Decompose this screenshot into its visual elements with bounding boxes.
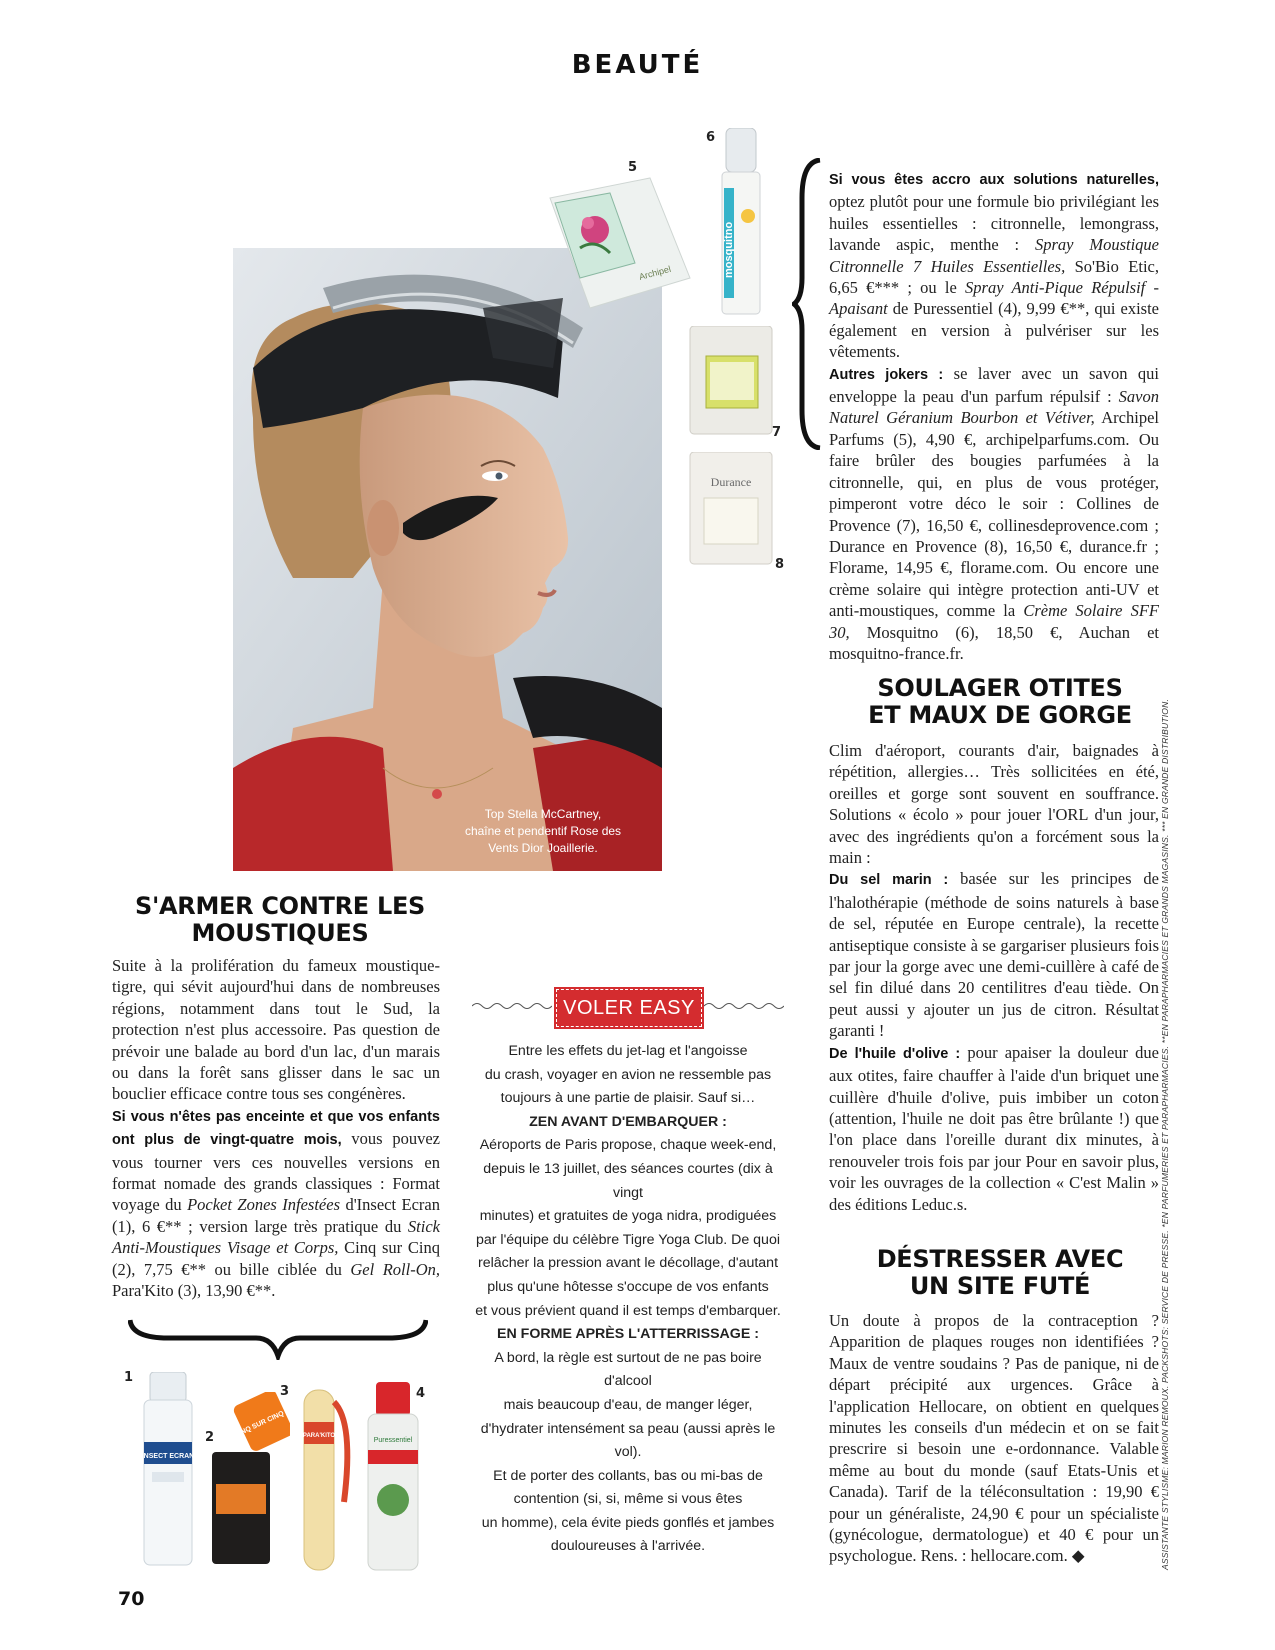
paragraph bbox=[829, 363, 1159, 665]
heading-otites bbox=[840, 675, 1160, 729]
text-run: de Puressentiel (4), 9,99 €**, qui existe également en version à pulvériser sur les vêtements. bbox=[829, 299, 1159, 362]
lead-text: Si vous n'êtes pas enceinte et que vos enfants ont plus de vingt-quatre mois, bbox=[112, 1108, 440, 1149]
lead-text: Autres jokers : bbox=[829, 366, 944, 383]
heading-moustiques bbox=[110, 893, 450, 947]
product-8-candle bbox=[686, 452, 776, 567]
soap-box-illustration bbox=[540, 168, 700, 318]
puressentiel-label: Puressentiel bbox=[373, 1437, 413, 1444]
product-number: 6 bbox=[706, 130, 716, 145]
article-moustiques bbox=[112, 955, 440, 1302]
text-run: pour apaiser la douleur due aux otites, faire chauffer à l'aide d'un briquet une cuillère d'huile d'olive, puis imbiber un coton (attention, l'huile ne doit pas être brûlante !) que l'on place dans l'oreille durant dix minutes, à renouveler trois fois par jour Pour en savoir plus, voir les ouvrages de la collection « C'est Malin » des éditions Leduc.s. bbox=[829, 1042, 1159, 1214]
end-mark: ◆ bbox=[1071, 1546, 1085, 1566]
product-number: 1 bbox=[124, 1370, 134, 1385]
voler-line: depuis le 13 juillet, des séances courtes (dix à vingt bbox=[483, 1160, 773, 1201]
candle-durance-illustration bbox=[686, 452, 776, 567]
lead-text: Du sel marin : bbox=[829, 872, 949, 889]
voler-line: A bord, la règle est surtout de ne pas boire d'alcool bbox=[494, 1349, 762, 1390]
product-name: Gel Roll-On, bbox=[350, 1259, 440, 1279]
puressentiel-spray-illustration bbox=[360, 1382, 426, 1572]
product-number: 4 bbox=[416, 1386, 426, 1401]
product-name: Crème Solaire SFF 30, bbox=[829, 601, 1159, 642]
article-destresser bbox=[829, 1310, 1159, 1567]
candle-green-illustration bbox=[686, 326, 776, 436]
wavy-rule-right bbox=[704, 1000, 784, 1012]
voler-line: mais beaucoup d'eau, de manger léger, bbox=[503, 1396, 753, 1413]
heading-line: SOULAGER OTITES bbox=[877, 674, 1123, 702]
product-7-candle bbox=[686, 326, 776, 436]
curly-brace-bottom bbox=[128, 1316, 428, 1360]
voler-line: d'hydrater intensément sa peau (aussi après le vol). bbox=[480, 1420, 776, 1461]
section-title: BEAUTÉ bbox=[571, 50, 704, 80]
caption-line: Vents Dior Joaillerie. bbox=[488, 841, 598, 855]
article-solutions-naturelles bbox=[829, 168, 1159, 664]
heading-line: ET MAUX DE GORGE bbox=[868, 701, 1132, 729]
product-number: 5 bbox=[628, 160, 638, 175]
voler-line: Entre les effets du jet-lag et l'angoisse bbox=[508, 1043, 748, 1059]
voler-line: plus qu'une hôtesse s'occupe de vos enfants bbox=[487, 1278, 769, 1295]
heading-line: MOUSTIQUES bbox=[191, 919, 369, 947]
voler-easy-text bbox=[470, 1040, 786, 1559]
cinq-label: CINQ SUR CINQ bbox=[233, 1410, 286, 1440]
lead-text: De l'huile d'olive : bbox=[829, 1045, 961, 1062]
voler-line: douloureuses à l'arrivée. bbox=[550, 1538, 706, 1555]
portrait-illustration bbox=[233, 248, 662, 871]
product-number: 3 bbox=[280, 1384, 290, 1399]
stick-illustration bbox=[200, 1392, 290, 1567]
voler-subheading: ZEN AVANT D'EMBARQUER : bbox=[529, 1113, 727, 1130]
voler-line: contention (si, si, même si vous êtes bbox=[513, 1491, 743, 1508]
paragraph: Suite à la prolifération du fameux moustique-tigre, qui sévit aujourd'hui dans de nombreuses régions, notamment dans tout le Sud, la protection n'est plus accessoire. Pas question de prévoir une balade au bord d'un lac, d'un marais ou dans la forêt sans glisser dans le sac un bouclier efficace contre tous ses congénères. bbox=[112, 956, 440, 1104]
article-otites bbox=[829, 740, 1159, 1215]
voler-line: Et de porter des collants, bas ou mi-bas de bbox=[493, 1467, 763, 1484]
mosquitno-label: mosquitno bbox=[723, 221, 735, 278]
insect-ecran-label: INSECT ECRAN bbox=[141, 1453, 195, 1460]
voler-line: Aéroports de Paris propose, chaque week-end, bbox=[479, 1137, 777, 1154]
paragraph bbox=[829, 1042, 1159, 1215]
text-run: Mosquitno (6), 18,50 €, Auchan et mosquitno-france.fr. bbox=[829, 622, 1159, 663]
product-2-cinq-sur-cinq bbox=[200, 1392, 290, 1567]
caption-line: chaîne et pendentif Rose des bbox=[464, 824, 622, 838]
voler-easy-banner: VOLER EASY bbox=[556, 989, 702, 1027]
archipel-label: Archipel bbox=[637, 263, 672, 282]
page-number: 70 bbox=[118, 1588, 145, 1610]
text-run: Para'Kito (3), 13,90 €**. bbox=[112, 1281, 276, 1301]
product-name: Spray Moustique Citronnelle 7 Huiles Essentielles, bbox=[829, 235, 1160, 276]
paragraph bbox=[829, 868, 1159, 1041]
mosquitno-bottle-illustration bbox=[716, 128, 766, 318]
caption-line: Top Stella McCartney, bbox=[484, 807, 602, 821]
product-1-insect-ecran bbox=[140, 1372, 196, 1567]
parakito-label: PARA'KITO bbox=[302, 1433, 336, 1439]
curly-brace-decoration bbox=[792, 158, 822, 450]
lead-text: Si vous êtes accro aux solutions naturelles, bbox=[829, 172, 1159, 188]
paragraph bbox=[112, 1105, 440, 1302]
wavy-rule-left bbox=[472, 1000, 552, 1012]
text-run: Archipel Parfums (5), 4,90 €, archipelparfums.com. Ou faire brûler des bougies parfumées à la citronnelle, qui, en plus de vous protéger, pimperont votre déco le soir : Collines de Provence (7), 16,50 €, collinesdeprovence.com ; Durance en Provence (8), 16,50 €, durance.fr ; Florame, 14,95 €, florame.com. Ou encore une crème solaire qui intègre protection anti-UV et anti-moustiques, comme la bbox=[829, 408, 1159, 621]
product-4-puressentiel bbox=[360, 1382, 426, 1572]
durance-label: Durance bbox=[710, 475, 752, 489]
product-number: 8 bbox=[775, 557, 785, 572]
text-run: d'Insect Ecran (1), 6 €** ; version large très pratique du bbox=[112, 1195, 440, 1236]
text-run: vous pouvez vous tourner vers ces nouvelles versions en format nomade des grands classiques : Format voyage du bbox=[112, 1129, 440, 1215]
heading-line: DÉSTRESSER AVEC bbox=[876, 1245, 1124, 1273]
text-run: se laver avec un savon qui enveloppe la peau d'un parfum répulsif : bbox=[829, 363, 1159, 407]
product-number: 2 bbox=[205, 1430, 215, 1445]
paragraph bbox=[829, 168, 1159, 363]
product-name: Pocket Zones Infestées bbox=[187, 1195, 340, 1215]
product-number: 7 bbox=[772, 425, 782, 440]
voler-line: minutes) et gratuites de yoga nidra, prodiguées bbox=[479, 1208, 777, 1225]
product-5-soap bbox=[540, 168, 700, 318]
text-run: Cinq sur Cinq (2), 7,75 €** ou bille ciblée du bbox=[112, 1238, 440, 1279]
voler-line: par l'équipe du célèbre Tigre Yoga Club. De quoi bbox=[475, 1231, 780, 1248]
paragraph bbox=[829, 1310, 1159, 1567]
text-run: Un doute à propos de la contraception ? Apparition de plaques rouges non identifiées ? Maux de ventre soudains ? Pas de panique, ni de départ précipité aux urgences. Grâce à l'application Hellocare, on obtient en quelques minutes les conseils d'un médecin et on se fait prescrire si besoin une e-ordonnance. Valable même au bout du monde (sauf Etats-Unis et Canada). Tarif de la téléconsultation : 19,90 € pour un généraliste, 24,90 € pour un spécialiste (gynécologue, dermatologue) et 40 € pour un psychologue. Rens. : hellocare.com. bbox=[829, 1311, 1159, 1566]
insect-ecran-spray-illustration bbox=[140, 1372, 196, 1567]
voler-line: et vous prévient quand il est temps d'embarquer. bbox=[475, 1302, 781, 1319]
heading-line: S'ARMER CONTRE LES bbox=[134, 892, 426, 920]
heading-line: UN SITE FUTÉ bbox=[909, 1272, 1091, 1300]
heading-destresser bbox=[840, 1246, 1160, 1300]
product-6-mosquitno bbox=[716, 128, 766, 318]
voler-subheading: EN FORME APRÈS L'ATTERRISSAGE : bbox=[497, 1326, 759, 1343]
photo-caption bbox=[448, 806, 638, 857]
voler-line: relâcher la pression avant le décollage, d'autant bbox=[477, 1255, 779, 1272]
product-name: Stick Anti-Moustiques Visage et Corps, bbox=[112, 1216, 440, 1258]
product-3-parakito bbox=[294, 1382, 358, 1572]
text-run: basée sur les principes de l'halothérapie (méthode de soins naturels à base de sel, réputée en Europe centrale), la recette antiseptique consiste à se gargariser plusieurs fois par jour la gorge avec une demi-cuillère à café de sel fin dilué dans 20 centilitres d'eau tiède. On peut aussi y ajouter un jus de citron. Résultat garanti ! bbox=[829, 869, 1159, 1041]
parakito-rollon-illustration bbox=[294, 1382, 358, 1572]
product-name: Spray Anti-Pique Répulsif - Apaisant bbox=[829, 278, 1159, 319]
product-name: Savon Naturel Géranium Bourbon et Vétiver, bbox=[829, 387, 1159, 428]
photo-credits: ASSISTANTE STYLISME: MARION REMOUX. PACKSHOTS: SERVICE DE PRESSE. *EN PARFUMERIES ET PARAPHARMACIES. **EN PARAPHARMACIES ET GRANDS MAGASINS. *** EN GRANDE DISTRIBUTION. bbox=[1160, 698, 1170, 1570]
text-run: So'Bio Etic, 6,65 €*** ; ou le bbox=[829, 256, 1160, 298]
voler-line: du crash, voyager en avion ne ressemble pas bbox=[484, 1066, 772, 1083]
voler-line: un homme), cela évite pieds gonflés et jambes bbox=[481, 1514, 775, 1531]
portrait-photo bbox=[233, 248, 662, 871]
text-run: optez plutôt pour une formule bio privilégiant les huiles essentielles : citronnelle, lemongrass, lavande aspic, menthe : bbox=[829, 192, 1159, 255]
voler-line: toujours à une partie de plaisir. Sauf si… bbox=[500, 1090, 756, 1107]
paragraph: Clim d'aéroport, courants d'air, baignades à répétition, allergies… Très sollicitées en été, oreilles et gorge sont souvent en souffrance. Solutions « écolo » pour jouer l'ORL d'un jour, avec des ingrédients qu'on a forcément sous la main : bbox=[829, 741, 1159, 868]
